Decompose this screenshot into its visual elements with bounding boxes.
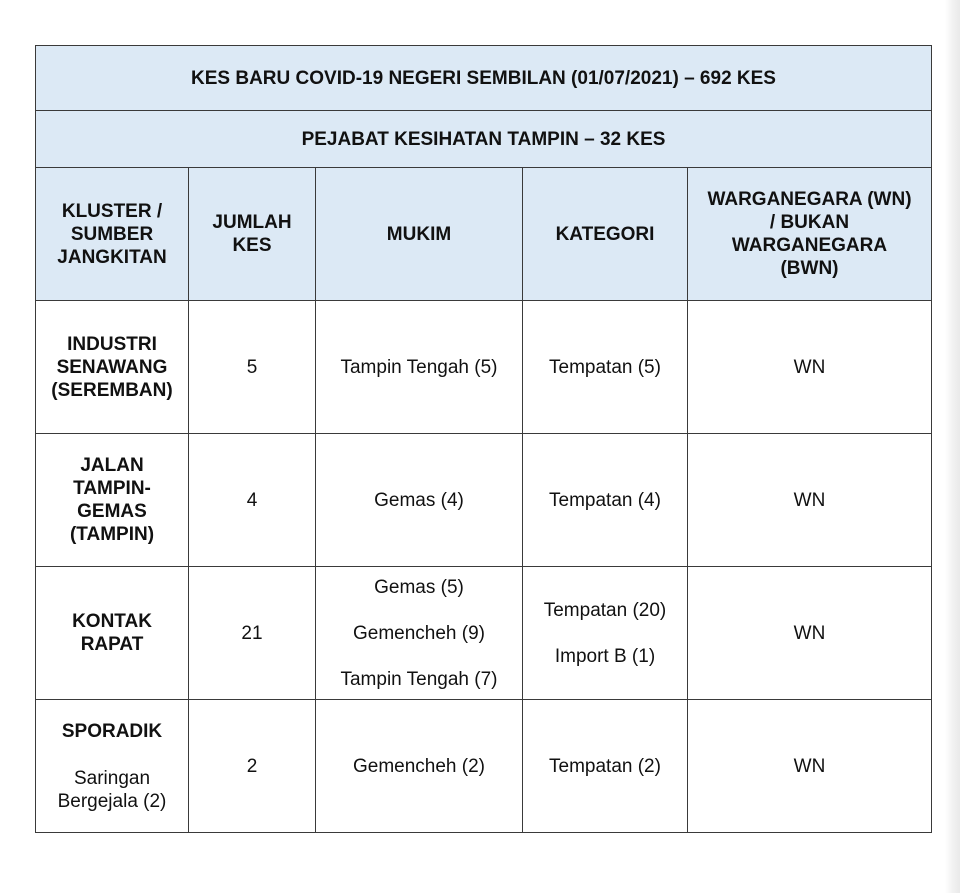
kluster-line: SENAWANG — [56, 356, 168, 378]
kluster-line: SPORADIK — [61, 720, 163, 742]
kluster-line: JALAN — [80, 455, 144, 476]
kluster-line: RAPAT — [80, 634, 144, 655]
cell-mukim — [316, 700, 523, 833]
cell-kluster — [36, 301, 189, 434]
cell-mukim — [316, 301, 523, 434]
table-subtitle: PEJABAT KESIHATAN TAMPIN – 32 KES — [36, 111, 932, 168]
mukim-line: Gemencheh (2) — [352, 755, 485, 777]
kluster-line: TAMPIN- — [73, 478, 151, 499]
table-row — [36, 700, 932, 833]
header-kategori: KATEGORI — [523, 168, 688, 301]
table-row — [36, 567, 932, 700]
cell-kluster — [36, 700, 189, 833]
table-title: KES BARU COVID-19 NEGERI SEMBILAN (01/07/2021) – 692 KES — [36, 46, 932, 111]
kluster-detail-line: Bergejala (2) — [57, 790, 167, 812]
cell-wn: WN — [688, 301, 932, 434]
kategori-line: Tempatan (4) — [549, 489, 661, 511]
kluster-line: (SEREMBAN) — [51, 379, 173, 401]
mukim-line: Gemas (4) — [374, 489, 464, 511]
cell-wn: WN — [688, 700, 932, 833]
covid-cases-table — [35, 45, 932, 833]
header-kluster — [36, 168, 189, 301]
header-wn-line: (BWN) — [780, 258, 839, 279]
header-jumlah — [189, 168, 316, 301]
cell-jumlah: 4 — [189, 434, 316, 567]
cell-mukim — [316, 434, 523, 567]
cell-kluster — [36, 434, 189, 567]
kluster-line: GEMAS — [77, 501, 147, 522]
kluster-detail-line: Saringan — [73, 767, 151, 789]
header-wn-line: WARGANEGARA (WN) — [707, 189, 912, 210]
cell-wn: WN — [688, 434, 932, 567]
header-row — [36, 168, 932, 301]
kategori-line: Tempatan (20) — [543, 599, 667, 621]
header-jumlah-line: KES — [232, 235, 272, 256]
header-mukim: MUKIM — [316, 168, 523, 301]
cell-wn: WN — [688, 567, 932, 700]
kategori-line: Tempatan (2) — [549, 755, 661, 777]
kategori-line: Import B (1) — [554, 645, 656, 667]
header-wn-line: / BUKAN — [769, 212, 850, 233]
cell-kategori — [523, 301, 688, 434]
mukim-line: Gemencheh (9) — [352, 622, 485, 644]
title-row — [36, 46, 932, 111]
header-wn-line: WARGANEGARA — [731, 235, 888, 256]
table-row — [36, 434, 932, 567]
cell-jumlah: 5 — [189, 301, 316, 434]
kluster-line: INDUSTRI — [67, 333, 157, 355]
cell-jumlah: 21 — [189, 567, 316, 700]
mukim-line: Tampin Tengah (7) — [340, 668, 498, 690]
kluster-line: KONTAK — [72, 611, 152, 632]
mukim-line: Gemas (5) — [374, 576, 464, 598]
cell-jumlah: 2 — [189, 700, 316, 833]
header-jumlah-line: JUMLAH — [212, 212, 292, 233]
cell-kategori — [523, 700, 688, 833]
mukim-line: Tampin Tengah (5) — [340, 356, 498, 378]
cell-kategori — [523, 567, 688, 700]
kluster-line: (TAMPIN) — [69, 524, 155, 545]
header-warganegara — [688, 168, 932, 301]
table-row — [36, 301, 932, 434]
header-kluster-line: SUMBER — [70, 223, 154, 245]
cell-mukim — [316, 567, 523, 700]
header-kluster-line: JANGKITAN — [57, 246, 167, 268]
kategori-line: Tempatan (5) — [549, 356, 661, 378]
header-kluster-line: KLUSTER / — [61, 200, 163, 222]
cell-kluster — [36, 567, 189, 700]
subtitle-row — [36, 111, 932, 168]
cell-kategori — [523, 434, 688, 567]
